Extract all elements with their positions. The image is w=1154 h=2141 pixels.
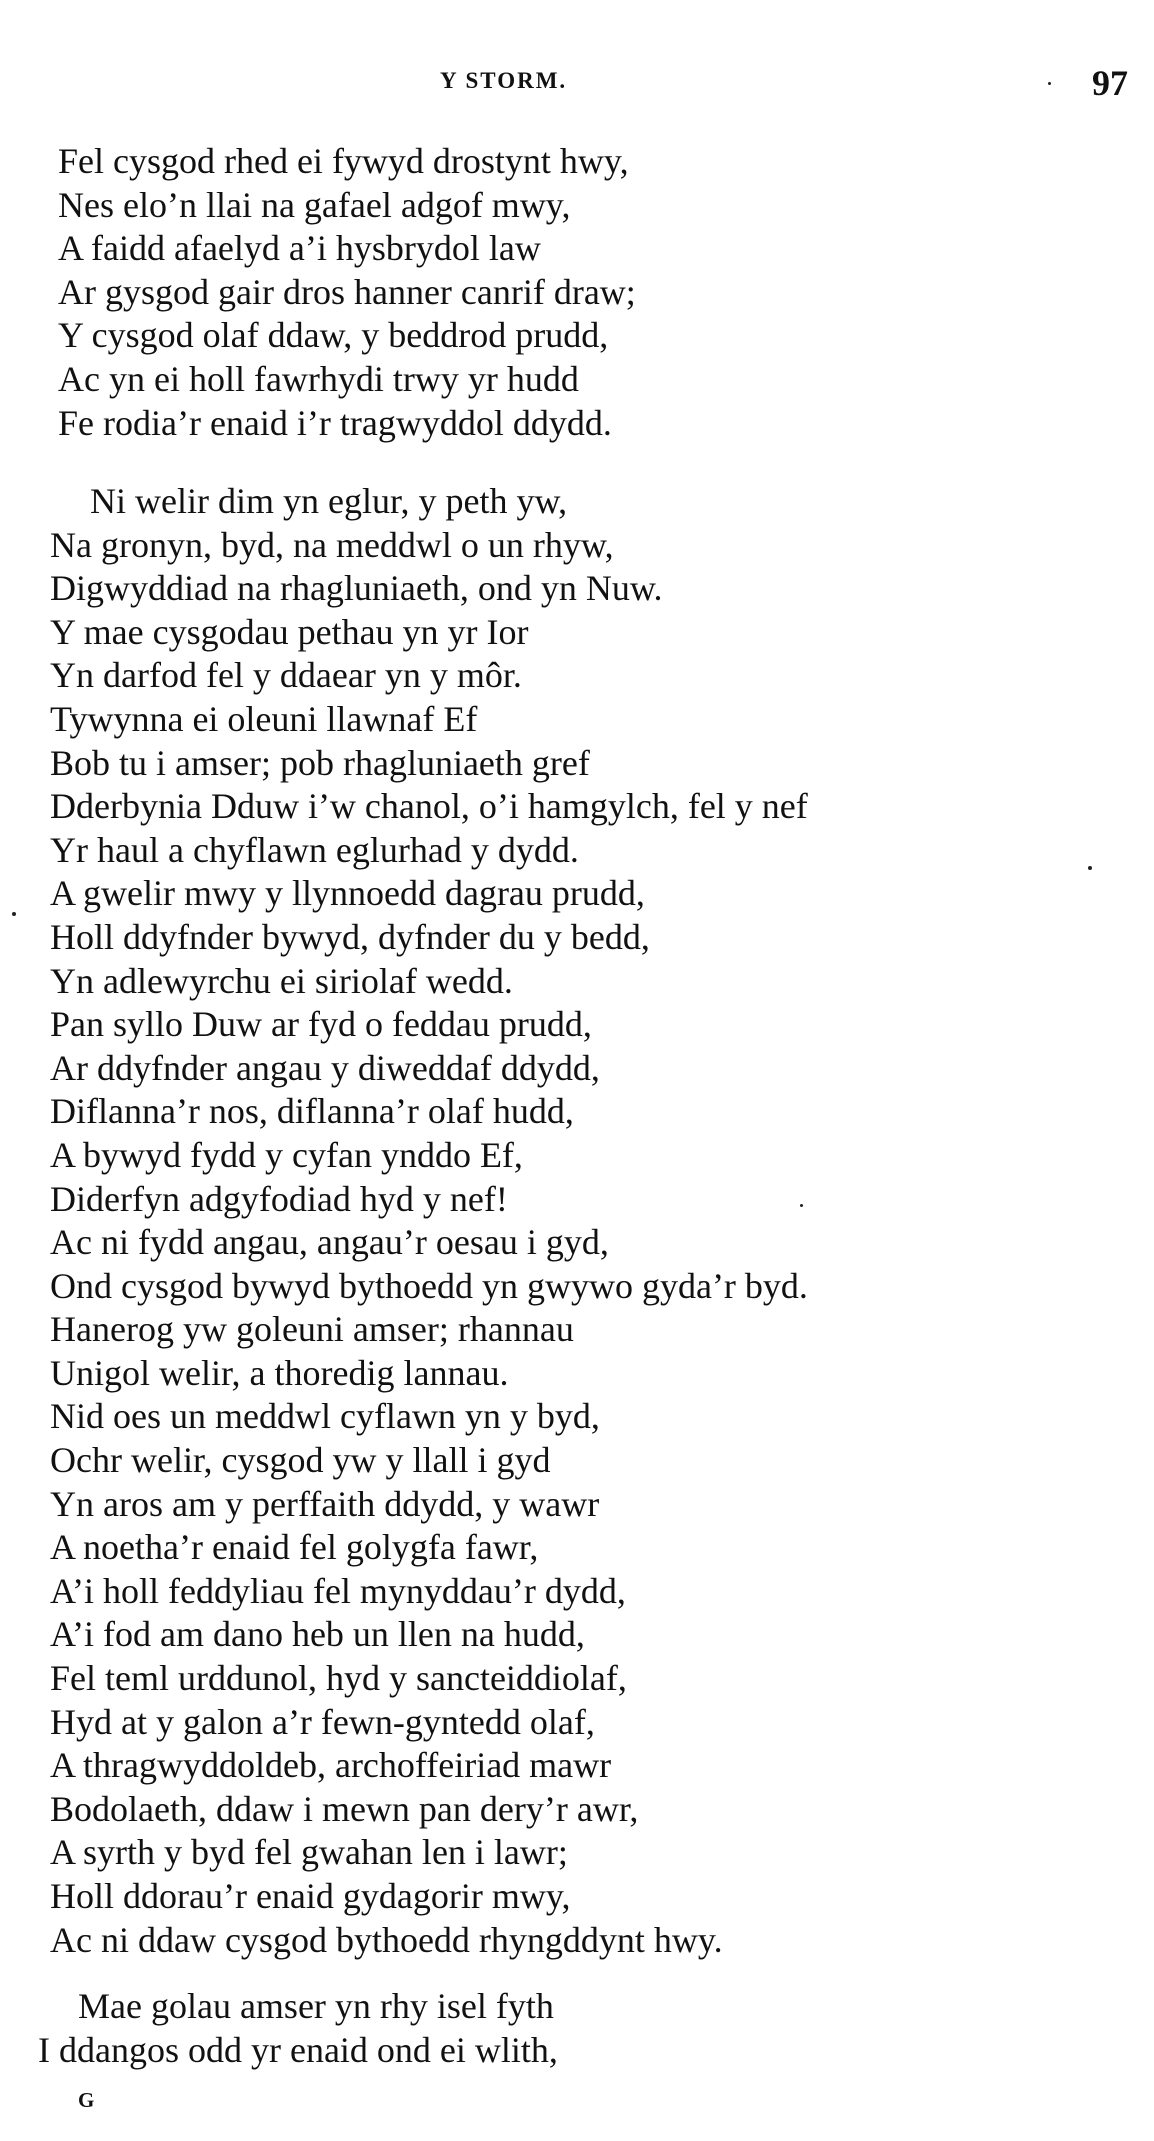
running-title: Y STORM. — [440, 68, 568, 93]
poem-line: A faidd afaelyd a’i hysbrydol law — [58, 228, 541, 269]
poem-line: Holl ddorau’r enaid gydagorir mwy, — [50, 1876, 571, 1916]
poem-line: Nes elo’n llai na gafael adgof mwy, — [58, 184, 571, 225]
poem-line: Ac ni ddaw cysgod bythoedd rhyngddynt hwy. — [50, 1919, 723, 1960]
poem-line: A’i holl feddyliau fel mynyddau’r dydd, — [50, 1570, 626, 1611]
poem-line: Ochr welir, cysgod yw y llall i gyd — [50, 1440, 551, 1481]
poem-line: Bob tu i amser; pob rhagluniaeth gref — [50, 742, 590, 783]
running-header — [0, 63, 1154, 108]
poem-line: Hanerog yw goleuni amser; rhannau — [50, 1309, 574, 1350]
poem-line: Ar ddyfnder angau y diweddaf ddydd, — [50, 1047, 600, 1088]
poem-stanza-2 — [50, 480, 808, 1962]
poem-line: A thragwyddoldeb, archoffeiriad mawr — [50, 1745, 612, 1786]
poem-line: Ac yn ei holl fawrhydi trwy yr hudd — [58, 358, 579, 399]
poem-line: A syrth y byd fel gwahan len i lawr; — [50, 1832, 568, 1873]
poem-line: Mae golau amser yn rhy isel fyth — [78, 1986, 554, 2026]
poem-line: Dderbynia Dduw i’w chanol, o’i hamgylch, fel y nef — [50, 786, 808, 827]
poem-line: Bodolaeth, ddaw i mewn pan dery’r awr, — [50, 1788, 639, 1829]
poem-line: Y cysgod olaf ddaw, y beddrod prudd, — [58, 315, 609, 356]
poem-line: Yr haul a chyflawn eglurhad y dydd. — [50, 829, 579, 870]
poem-line: A noetha’r enaid fel golygfa fawr, — [50, 1527, 539, 1568]
poem-line: Yn aros am y perffaith ddydd, y wawr — [50, 1483, 600, 1524]
poem-line: Fel cysgod rhed ei fywyd drostynt hwy, — [58, 141, 629, 181]
poem-line: Pan syllo Duw ar fyd o feddau prudd, — [50, 1004, 592, 1045]
poem-line: A gwelir mwy y llynnoedd dagrau prudd, — [50, 873, 645, 914]
print-speck — [1048, 82, 1051, 85]
poem-line: Yn darfod fel y ddaear yn y môr. — [50, 655, 522, 696]
poem-line: Fe rodia’r enaid i’r tragwyddol ddydd. — [58, 402, 612, 443]
poem-line: Ni welir dim yn eglur, y peth yw, — [90, 481, 568, 521]
poem-line: Diderfyn adgyfodiad hyd y nef! — [50, 1178, 508, 1219]
poem-line: Ar gysgod gair dros hanner canrif draw; — [58, 271, 636, 312]
poem-line: Ac ni fydd angau, angau’r oesau i gyd, — [50, 1222, 609, 1263]
poem-line: Hyd at y galon a’r fewn-gyntedd olaf, — [50, 1701, 595, 1742]
poem-line: A’i fod am dano heb un llen na hudd, — [50, 1614, 585, 1655]
poem-stanza-1 — [58, 140, 636, 445]
print-speck — [12, 912, 16, 916]
poem-line: Tywynna ei oleuni llawnaf Ef — [50, 698, 478, 739]
print-speck — [1088, 866, 1092, 870]
poem-line: Ond cysgod bywyd bythoedd yn gwywo gyda’r byd. — [50, 1265, 808, 1306]
poem-line: Holl ddyfnder bywyd, dyfnder du y bedd, — [50, 916, 650, 957]
poem-stanza-3 — [38, 1985, 558, 2072]
signature-mark: G — [78, 2088, 95, 2112]
poem-line: Na gronyn, byd, na meddwl o un rhyw, — [50, 524, 614, 565]
poem-line: Digwyddiad na rhagluniaeth, ond yn Nuw. — [50, 568, 663, 609]
page-number: 97 — [1092, 63, 1128, 103]
poem-line: Yn adlewyrchu ei siriolaf wedd. — [50, 960, 513, 1001]
poem-line: Unigol welir, a thoredig lannau. — [50, 1352, 509, 1393]
poem-line: Nid oes un meddwl cyflawn yn y byd, — [50, 1396, 600, 1437]
print-speck — [800, 1204, 803, 1207]
poem-line: I ddangos odd yr enaid ond ei wlith, — [38, 2029, 558, 2070]
poem-line: Y mae cysgodau pethau yn yr Ior — [50, 611, 529, 652]
poem-line: Fel teml urddunol, hyd y sancteiddiolaf, — [50, 1658, 627, 1699]
poem-line: A bywyd fydd y cyfan ynddo Ef, — [50, 1134, 523, 1175]
poem-line: Diflanna’r nos, diflanna’r olaf hudd, — [50, 1091, 574, 1132]
